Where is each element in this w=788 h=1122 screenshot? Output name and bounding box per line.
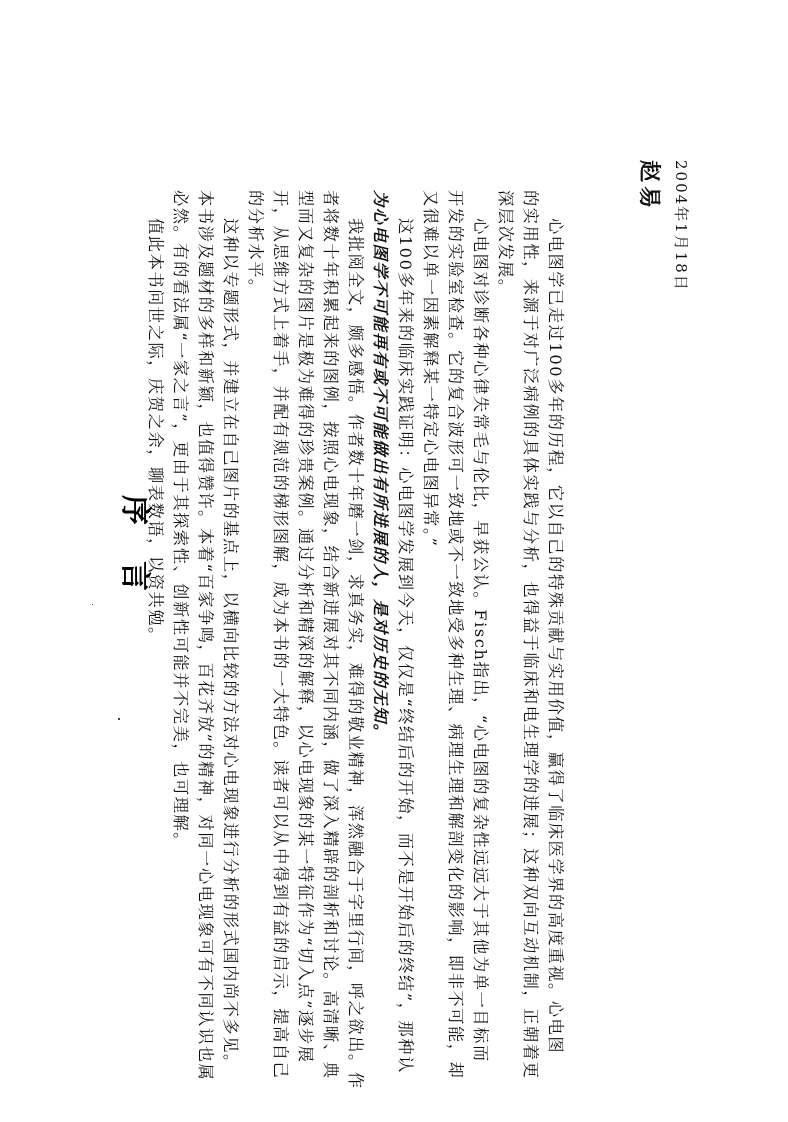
text-line: 深层次发展。 bbox=[496, 190, 515, 297]
text-line: 这100多年来的临床实践证明：心电图学发展到今天，仅仅是“终结后的开始，而不是开始后的终结”，那种认 bbox=[396, 218, 415, 1074]
text-line: 的分析水平。 bbox=[246, 190, 265, 297]
text-line: 为心电图学不可能再有或不可能做出有所进展的人，是对历史的无知。 bbox=[371, 190, 390, 742]
text-line: 值此本书问世之际，庆贺之余，聊表数语，以资共勉。 bbox=[146, 218, 165, 645]
signature: 赵易 bbox=[636, 160, 661, 213]
text-line: 心电图学已走过100多年的历程，它以自己的特殊贡献与实用价值，赢得了临床医学界的高度重视。心电图 bbox=[546, 218, 565, 1055]
text-line: 开，从思维方式上着手，并配有规范的梯形图解，成为本书的一大特色。读者可以从中得到有益的启示，提高自己 bbox=[271, 190, 290, 1080]
scan-speck bbox=[92, 604, 93, 605]
text-line: 又很难以单一因素解释某一特定心电图异常。” bbox=[421, 190, 440, 548]
text-line: 者将数十年积累起来的图例，按照心电现象，结合新进展对其不同内涵，做了深入精辟的剖析和讨论。高清晰、典 bbox=[321, 190, 340, 1080]
text-line: 的实用性，来源于对广泛病例的具体实践与分析，也得益于临床和电生理学的进展；这种双向互动机制，正朝着更 bbox=[521, 190, 540, 1080]
text-line: 型而又复杂的图片是极为难得的珍贵案例。通过分析和精深的解释，以心电现象的某一特征作为“切入点”逐步展 bbox=[296, 190, 315, 1064]
text-line: 必然。有的看法属“一家之言”，更由于其探索性、创新性可能并不完美，也可理解。 bbox=[171, 190, 190, 851]
date: 2004年1月18日 bbox=[672, 160, 690, 292]
text-line: 这种以专题形式，并建立在自己图片的基点上，以横向比较的方法对心电现象进行分析的形式国内尚不多见。 bbox=[221, 218, 240, 1072]
text-line: 我批阅全文，颇多感悟。作者数十年磨一剑，求真务实，难得的敬业精神，浑然融合于字里行间，呼之欲出。作 bbox=[346, 218, 365, 1090]
page-title: 序言 bbox=[117, 495, 152, 627]
scan-speck bbox=[118, 718, 120, 720]
text-line: 开发的实验室检查。它的复合波形可一致地或不一致地受多种生理、病理生理和解剖变化的影响，即非不可能，却 bbox=[446, 190, 465, 1080]
text-line: 本书涉及题材的多样和新颖，也值得赞许。本着“百家争鸣，百花齐放”的精神，对同一心电现象可有不同认识也属 bbox=[196, 190, 215, 1082]
text-line: 心电图对诊断各种心律失常毛与伦比，早获公认。Fisch指出，“心电图的复杂性远远大于其他为单一目标而 bbox=[471, 218, 490, 1063]
